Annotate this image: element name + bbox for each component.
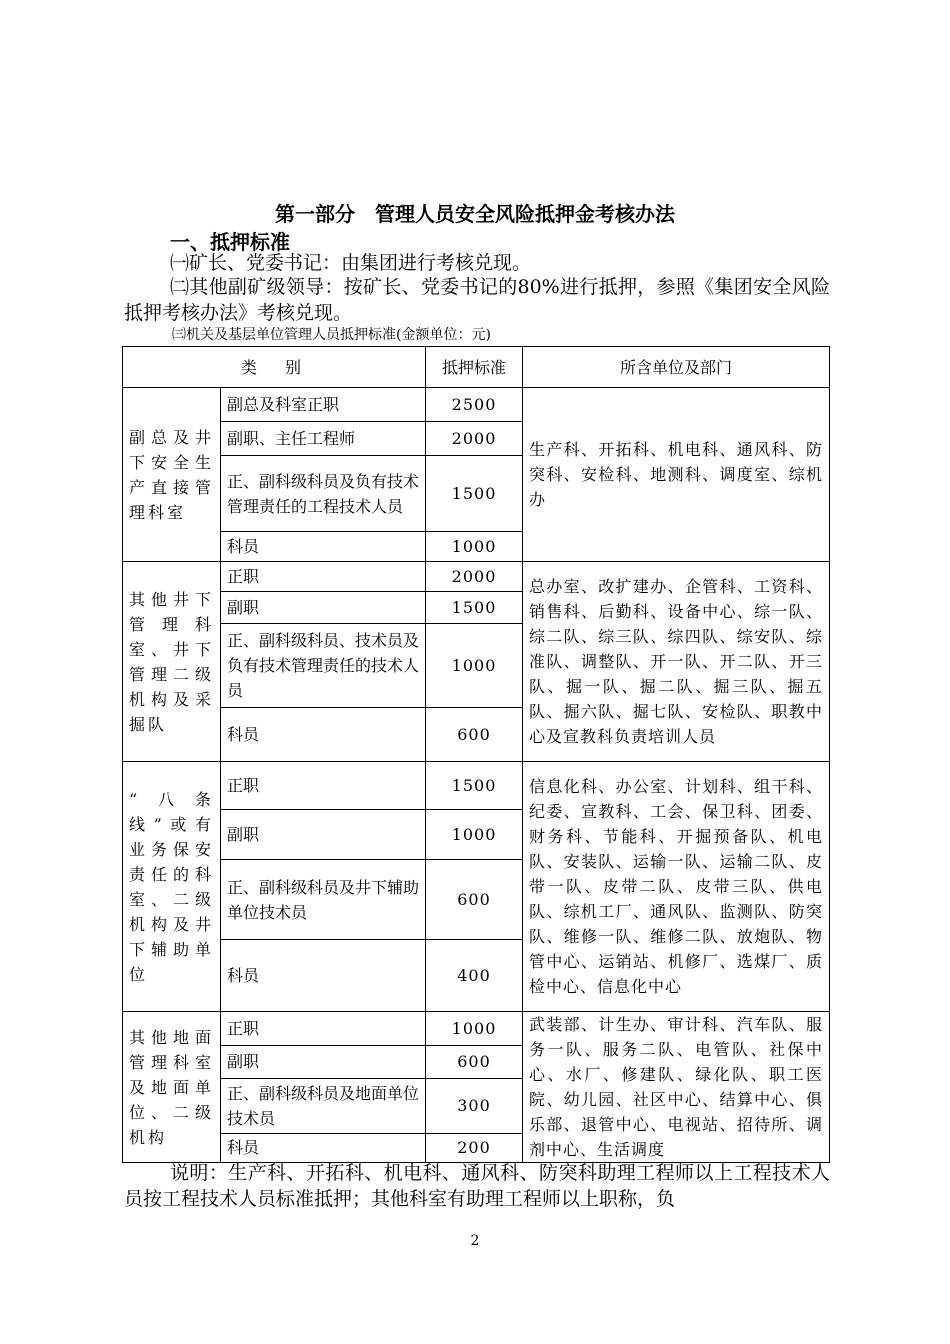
paragraph-item-1: ㈠矿长、党委书记：由集团进行考核兑现。 [170,252,532,274]
page-number: 2 [470,1233,480,1249]
table-caption: ㈢机关及基层单位管理人员抵押标准(金额单位：元) [172,327,491,343]
position-cell: 科员 [221,532,426,562]
position-cell: 正、副科级科员、技术员及负有技术管理责任的技术人员 [221,624,426,708]
amount-cell: 600 [426,860,523,940]
amount-cell: 600 [426,1045,523,1079]
group-units: 武装部、计生办、审计科、汽车队、服务一队、服务二队、电管队、社保中心、水厂、修建队、绿化队、职工医院、幼儿园、社区中心、结算中心、俱乐部、退管中心、电视站、招待所、调剂中心、生活调度 [523,1012,830,1163]
table-row [123,562,830,592]
page-title: 第一部分 管理人员安全风险抵押金考核办法 [275,202,675,226]
amount-cell: 1000 [426,810,523,860]
position-cell: 副职、主任工程师 [221,422,426,456]
group-category: 其他地面管理科室及地面单位、二级机构 [123,1012,221,1163]
header-amount: 抵押标准 [426,347,523,388]
group-category: “八条线”或有业务保安责任的科室、二级机构及井下辅助单位 [123,762,221,1012]
table-row [123,1012,830,1046]
deposit-standard-table [122,346,830,1163]
position-cell: 正职 [221,762,426,810]
amount-cell: 2000 [426,422,523,456]
amount-cell: 1000 [426,1012,523,1046]
group-units: 信息化科、办公室、计划科、组干科、纪委、宣教科、工会、保卫科、团委、财务科、节能科、开掘预备队、机电队、安装队、运输一队、运输二队、皮带一队、皮带二队、皮带三队、供电队、综机工厂、通风队、监测队、防突队、维修一队、维修二队、放炮队、物管中心、运销站、机修厂、选煤厂、质检中心、信息化中心 [523,762,830,1012]
position-cell: 正、副科级科员及井下辅助单位技术员 [221,860,426,940]
amount-cell: 2500 [426,388,523,422]
position-cell: 副职 [221,592,426,624]
group-category: 副总及井下安全生产直接管理科室 [123,388,221,562]
table-row [123,388,830,422]
position-cell: 正职 [221,1012,426,1046]
amount-cell: 600 [426,708,523,762]
position-cell: 正、副科级科员及地面单位技术员 [221,1079,426,1134]
amount-cell: 1000 [426,624,523,708]
note-paragraph: 说明：生产科、开拓科、机电科、通风科、防突科助理工程师以上工程技术人员按工程技术人员标准抵押；其他科室有助理工程师以上职称，负 [124,1162,830,1210]
header-category: 类 别 [123,347,426,388]
table-header-row [123,347,830,388]
position-cell: 科员 [221,708,426,762]
paragraph-item-2: ㈡其他副矿级领导：按矿长、党委书记的80%进行抵押，参照《集团安全风险抵押考核办法》考核兑现。 [124,276,830,324]
table-row [123,762,830,810]
group-units: 总办室、改扩建办、企管科、工资科、销售科、后勤科、设备中心、综一队、综二队、综三队、综四队、综安队、综准队、调整队、开一队、开二队、开三队、掘一队、掘二队、掘三队、掘五队、掘六队、掘七队、安检队、职教中心及宣教科负责培训人员 [523,562,830,762]
amount-cell: 1000 [426,532,523,562]
amount-cell: 1500 [426,762,523,810]
section-heading: 一、抵押标准 [170,230,290,254]
group-units: 生产科、开拓科、机电科、通风科、防突科、安检科、地测科、调度室、综机办 [523,388,830,562]
group-category: 其他井下管理科室、井下管理二级机构及采掘队 [123,562,221,762]
position-cell: 副职 [221,810,426,860]
position-cell: 科员 [221,1133,426,1162]
header-units: 所含单位及部门 [523,347,830,388]
position-cell: 副职 [221,1045,426,1079]
amount-cell: 2000 [426,562,523,592]
position-cell: 副总及科室正职 [221,388,426,422]
amount-cell: 200 [426,1133,523,1162]
amount-cell: 1500 [426,592,523,624]
amount-cell: 300 [426,1079,523,1134]
position-cell: 科员 [221,940,426,1012]
amount-cell: 1500 [426,456,523,532]
amount-cell: 400 [426,940,523,1012]
position-cell: 正、副科级科员及负有技术管理责任的工程技术人员 [221,456,426,532]
position-cell: 正职 [221,562,426,592]
